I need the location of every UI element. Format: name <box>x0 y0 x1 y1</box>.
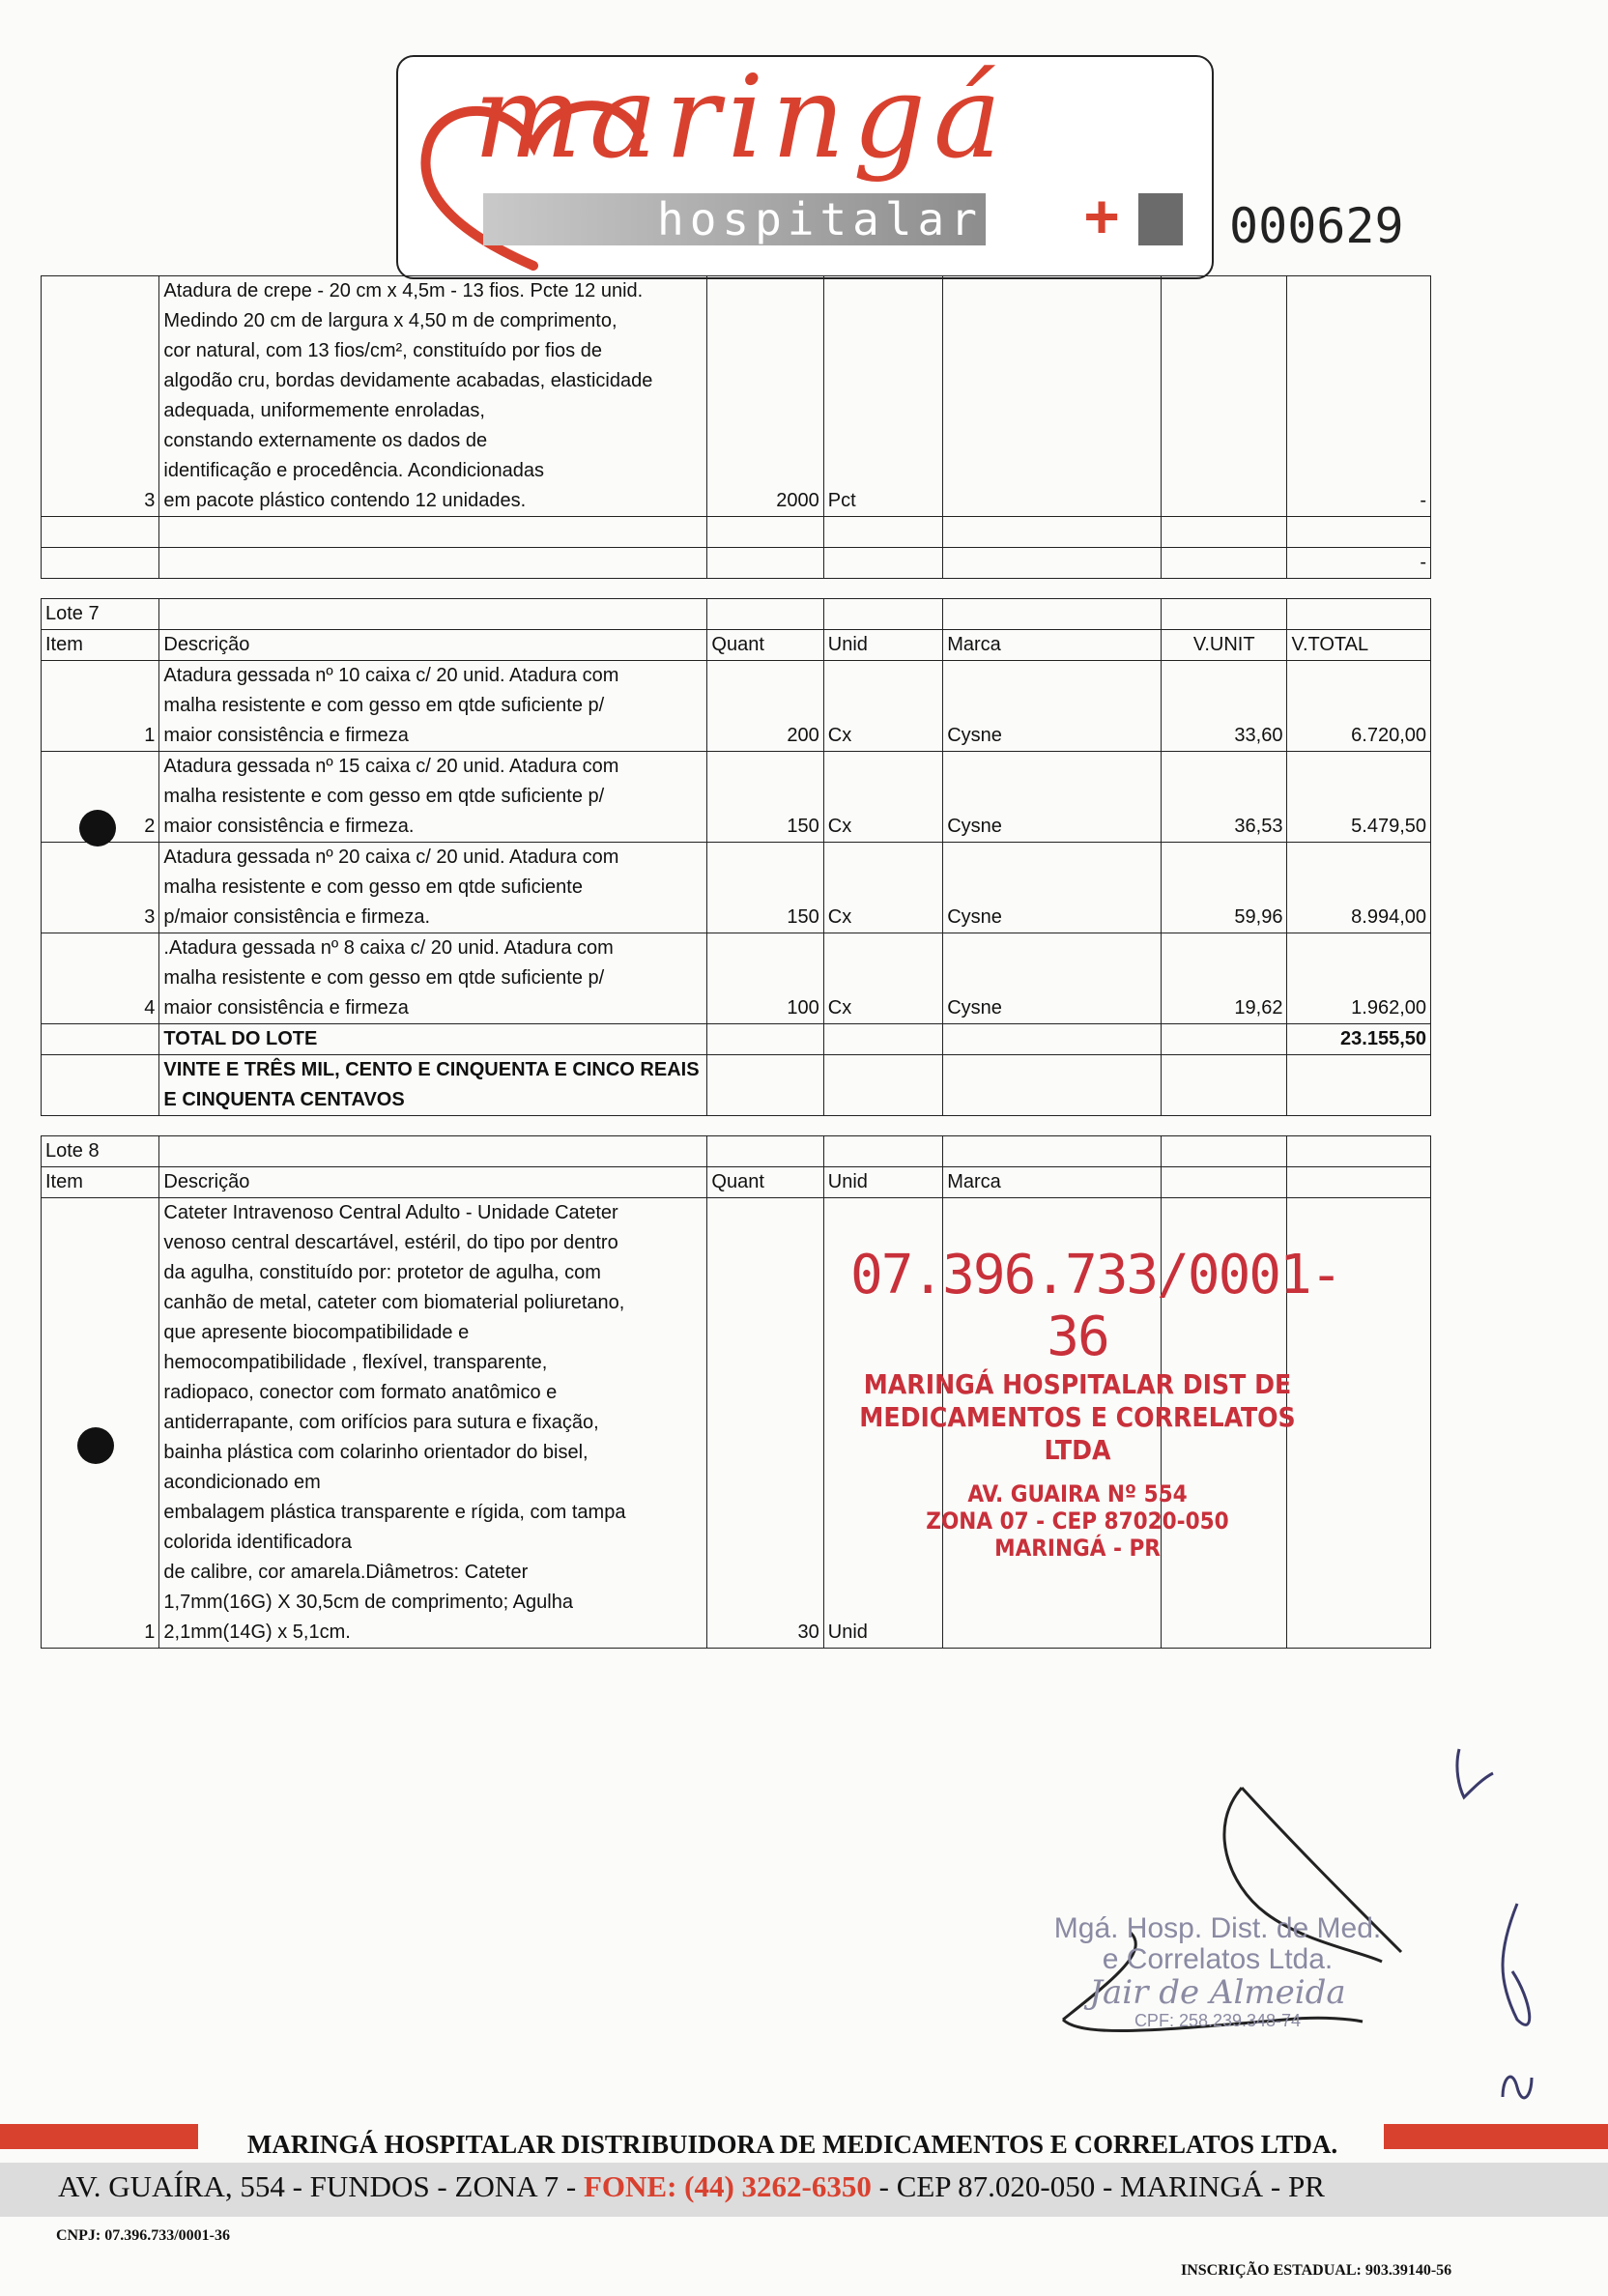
stamp-line: AV. GUAIRA Nº 554 <box>967 1480 1188 1507</box>
table-row <box>42 752 1431 843</box>
item-quantity: 30 <box>707 1198 823 1649</box>
item-unit: Cx <box>823 843 942 933</box>
col-header-descricao: Descrição <box>159 630 707 661</box>
logo-subtitle: hospitalar <box>657 193 983 245</box>
item-number: 1 <box>42 661 159 752</box>
total-label: TOTAL DO LOTE <box>159 1024 707 1055</box>
table-header-row <box>42 1167 1431 1198</box>
item-description: Cateter Intravenoso Central Adulto - Unidade Cateter venoso central descartável, estéril, do tipo por dentro da agulha, constituído por: protetor de agulha, com canhão de metal, cateter com biomaterial poliuretano, que apresente biocompatibilidade e hemocompatibilidade , flexível, transparente, radiopaco, conector com formato anatômico e antiderrapante, com orifícios para sutura e fixação, bainha plástica com colarinho orientador do bisel, acondicionado em embalagem plástica transparente e rígida, com tampa colorida identificadora de calibre, cor amarela.Diâmetros: Cateter 1,7mm(16G) X 30,5cm de comprimento; Agulha 2,1mm(14G) x 5,1cm. <box>159 1198 707 1649</box>
footer-address <box>58 2169 1325 2204</box>
footer-phone: FONE: (44) 3262-6350 <box>583 2169 872 2203</box>
logo-wordmark: maringá <box>474 50 1010 184</box>
item-total: 1.962,00 <box>1287 933 1431 1024</box>
signature-name: Jair de Almeida <box>1089 1973 1346 2012</box>
item-description: Atadura gessada nº 10 caixa c/ 20 unid. Atadura com malha resistente e com gesso em qtde suficiente p/ maior consistência e firmeza <box>159 661 707 752</box>
item-brand: Cysne <box>943 661 1162 752</box>
stamp-line: MARINGÁ HOSPITALAR DIST DE <box>863 1368 1292 1400</box>
item-quantity: 2000 <box>707 276 823 517</box>
signature-cpf: CPF: 258.239.348-74 <box>1134 2011 1302 2030</box>
stamp-line: MARINGÁ - PR <box>994 1535 1161 1562</box>
table-row <box>42 517 1431 548</box>
logo-square <box>1138 193 1183 245</box>
item-unit-price: 19,62 <box>1162 933 1287 1024</box>
medical-cross-icon: + <box>1083 182 1120 251</box>
table-row <box>42 548 1431 579</box>
item-unit: Unid <box>823 1198 942 1649</box>
stamp-line: ZONA 07 - CEP 87020-050 <box>926 1507 1229 1535</box>
item-brand: Cysne <box>943 933 1162 1024</box>
footer-company-name: MARINGÁ HOSPITALAR DISTRIBUIDORA DE MEDICAMENTOS E CORRELATOS LTDA. <box>246 2130 1338 2159</box>
punch-hole <box>77 1427 114 1464</box>
item-number: 3 <box>42 843 159 933</box>
item-description: Atadura gessada nº 20 caixa c/ 20 unid. Atadura com malha resistente e com gesso em qtde suficiente p/maior consistência e firmeza. <box>159 843 707 933</box>
item-description: Atadura gessada nº 15 caixa c/ 20 unid. Atadura com malha resistente e com gesso em qtde suficiente p/ maior consistência e firmeza. <box>159 752 707 843</box>
col-header-descricao: Descrição <box>159 1167 707 1198</box>
item-description: .Atadura gessada nº 8 caixa c/ 20 unid. Atadura com malha resistente e com gesso em qtde suficiente p/ maior consistência e firmeza <box>159 933 707 1024</box>
item-number: 4 <box>42 933 159 1024</box>
item-brand: Cysne <box>943 843 1162 933</box>
total-in-words: VINTE E TRÊS MIL, CENTO E CINQUENTA E CINCO REAIS E CINQUENTA CENTAVOS <box>159 1055 707 1116</box>
col-header-marca: Marca <box>943 630 1162 661</box>
col-header-quant: Quant <box>707 630 823 661</box>
col-header-quant: Quant <box>707 1167 823 1198</box>
item-unit-price: 59,96 <box>1162 843 1287 933</box>
stamp-cnpj: 07.396.733/0001-36 <box>850 1244 1341 1368</box>
col-header-vtotal: V.TOTAL <box>1287 630 1431 661</box>
col-header-vunit: V.UNIT <box>1162 630 1287 661</box>
footer-red-bar <box>0 2124 198 2149</box>
total-words-row <box>42 1055 1431 1116</box>
item-brand: Cysne <box>943 752 1162 843</box>
item-number: 2 <box>42 752 159 843</box>
lote-label-row <box>42 599 1431 630</box>
item-quantity: 150 <box>707 752 823 843</box>
table-header-row <box>42 630 1431 661</box>
item-unit: Cx <box>823 752 942 843</box>
col-header-unid: Unid <box>823 630 942 661</box>
item-unit: Pct <box>823 276 942 517</box>
footer-cnpj: CNPJ: 07.396.733/0001-36 <box>56 2227 230 2244</box>
item-unit-price: 33,60 <box>1162 661 1287 752</box>
item-unit-price: 36,53 <box>1162 752 1287 843</box>
item-total: - <box>1287 276 1431 517</box>
item-total: 8.994,00 <box>1287 843 1431 933</box>
footer-red-bar <box>1384 2124 1608 2149</box>
total-value: 23.155,50 <box>1287 1024 1431 1055</box>
item-quantity: 150 <box>707 843 823 933</box>
blank-dash: - <box>1287 548 1431 579</box>
signature-line: e Correlatos Ltda. <box>1102 1943 1334 1975</box>
item-number: 1 <box>42 1198 159 1649</box>
table-row <box>42 843 1431 933</box>
lote-label-row <box>42 1136 1431 1167</box>
col-header-unid: Unid <box>823 1167 942 1198</box>
document-number: 000629 <box>1229 198 1404 254</box>
footer-address-right: - CEP 87.020-050 - MARINGÁ - PR <box>871 2169 1325 2203</box>
item-quantity: 200 <box>707 661 823 752</box>
item-unit: Cx <box>823 933 942 1024</box>
lote-label: Lote 7 <box>42 599 159 630</box>
footer-inscricao: INSCRIÇÃO ESTADUAL: 903.39140-56 <box>1181 2262 1452 2279</box>
item-total: 6.720,00 <box>1287 661 1431 752</box>
table-row <box>42 276 1431 517</box>
footer-address-left: AV. GUAÍRA, 554 - FUNDOS - ZONA 7 - <box>58 2169 584 2203</box>
col-header-item: Item <box>42 630 159 661</box>
item-quantity: 100 <box>707 933 823 1024</box>
signature-line: Mgá. Hosp. Dist. de Med. <box>1053 1912 1382 1944</box>
stamp-line: MEDICAMENTOS E CORRELATOS LTDA <box>859 1401 1296 1466</box>
item-number: 3 <box>42 276 159 517</box>
col-header-item: Item <box>42 1167 159 1198</box>
item-description: Atadura de crepe - 20 cm x 4,5m - 13 fios. Pcte 12 unid. Medindo 20 cm de largura x 4,50 m de comprimento, cor natural, com 13 fios/cm², constituído por fios de algodão cru, bordas devidamente acabadas, elasticidade adequada, uniformemente enroladas, constando externamente os dados de identificação e procedência. Acondicionadas em pacote plástico contendo 12 unidades. <box>159 276 707 517</box>
table-row <box>42 661 1431 752</box>
punch-hole <box>79 810 116 847</box>
company-stamp <box>850 1244 1341 1562</box>
item-total: 5.479,50 <box>1287 752 1431 843</box>
lote-label: Lote 8 <box>42 1136 159 1167</box>
total-row <box>42 1024 1431 1055</box>
col-header-marca: Marca <box>943 1167 1162 1198</box>
item-unit: Cx <box>823 661 942 752</box>
table-row <box>42 933 1431 1024</box>
signature-stamp <box>1015 1913 1421 2031</box>
